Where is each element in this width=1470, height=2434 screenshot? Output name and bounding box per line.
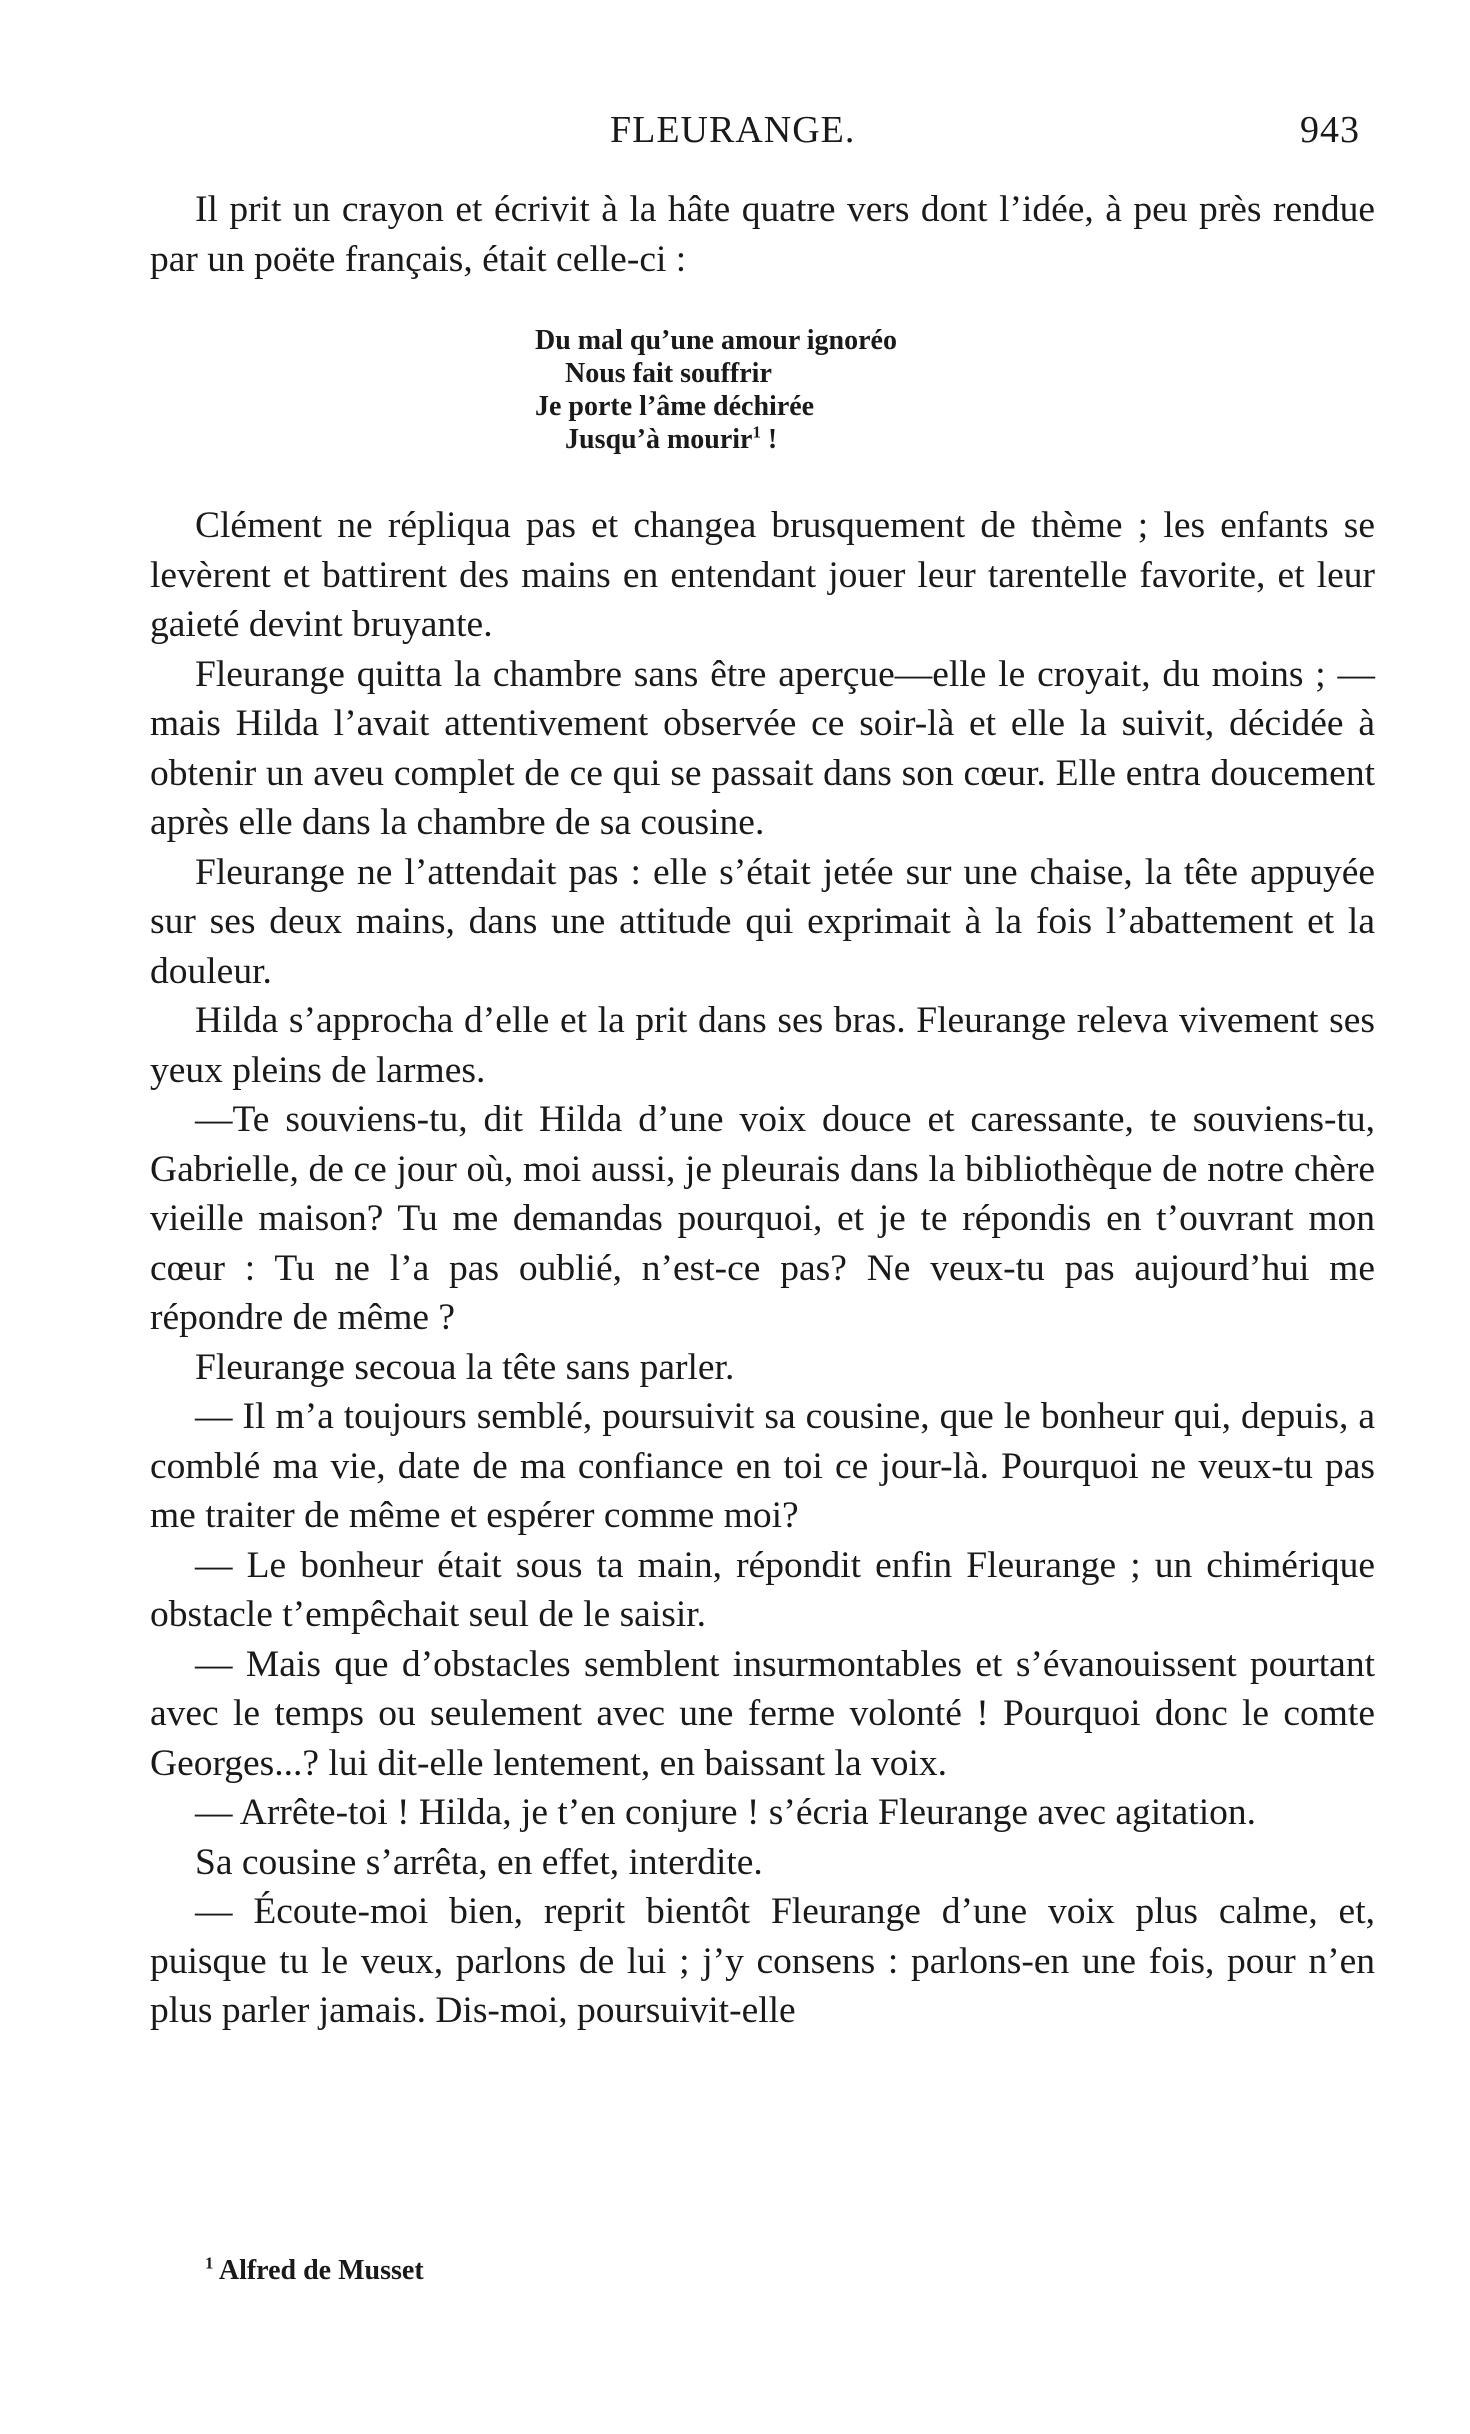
body-text <box>150 185 1375 2036</box>
poem-line: Nous fait souffrir <box>565 358 772 389</box>
poem-stanza <box>535 324 1375 456</box>
page-number: 943 <box>1300 109 1360 151</box>
footnote-marker: 1 <box>205 2253 214 2273</box>
paragraph: — Arrête-toi ! Hilda, je t’en conjure ! s’écria Fleurange avec agitation. <box>195 1792 1257 1833</box>
footnote <box>205 2255 424 2287</box>
paragraph: — Mais que d’obstacles semblent insurmontables et s’évanouissent pourtant avec le temps ou seulement avec une ferme volonté ! Pourquoi donc le comte Georges...? lui dit-elle lentement, en baissant la voix. <box>150 1643 1375 1784</box>
paragraph: Clément ne répliqua pas et changea brusquement de thème ; les enfants se levèrent et battirent des mains en entendant jouer leur tarentelle favorite, et leur gaieté devint bruyante. <box>150 505 1375 645</box>
paragraph: Hilda s’approcha d’elle et la prit dans ses bras. Fleurange releva vivement ses yeux pleins de larmes. <box>150 1000 1375 1091</box>
paragraph-intro: Il prit un crayon et écrivit à la hâte quatre vers dont l’idée, à peu près rendue par un poëte français, était celle-ci : <box>150 189 1375 280</box>
poem-line-text: Jusqu’à mourir <box>565 424 753 455</box>
paragraph: Sa cousine s’arrêta, en effet, interdite. <box>195 1841 763 1883</box>
paragraph: — Écoute-moi bien, reprit bientôt Fleurange d’une voix plus calme, et, puisque tu le veux, parlons de lui ; j’y consens : parlons-en une fois, pour n’en plus parler jamais. Dis-moi, poursuivit-elle <box>150 1891 1375 2031</box>
footnote-reference: 1 <box>752 422 761 442</box>
page-header <box>150 100 1370 160</box>
paragraph: —Te souviens-tu, dit Hilda d’une voix douce et caressante, te souviens-tu, Gabrielle, de ce jour où, moi aussi, je pleurais dans la bibliothèque de notre chère vieille maison? Tu me demandas pourquoi, et je te répondis en t’ouvrant mon cœur : Tu ne l’a pas oublié, n’est-ce pas? Ne veux-tu pas aujourd’hui me répondre de même ? <box>150 1099 1375 1338</box>
running-title: FLEURANGE. <box>610 109 856 151</box>
poem-line: Je porte l’âme déchirée <box>535 391 815 422</box>
poem-line: Du mal qu’une amour ignoréo <box>535 325 897 356</box>
paragraph: Fleurange quitta la chambre sans être aperçue—elle le croyait, du moins ; —mais Hilda l’avait attentivement observée ce soir-là et elle la suivit, décidée à obtenir un aveu complet de ce qui se passait dans son cœur. Elle entra doucement après elle dans la chambre de sa cousine. <box>150 653 1375 843</box>
paragraph: Fleurange ne l’attendait pas : elle s’était jetée sur une chaise, la tête appuyée sur ses deux mains, dans une attitude qui exprimait à la fois l’abattement et la douleur. <box>150 851 1375 992</box>
poem-line-last <box>535 423 1375 456</box>
paragraph: — Le bonheur était sous ta main, répondit enfin Fleurange ; un chimérique obstacle t’empêchait seul de le saisir. <box>150 1544 1375 1635</box>
paragraph: — Il m’a toujours semblé, poursuivit sa cousine, que le bonheur qui, depuis, a comblé ma vie, date de ma confiance en toi ce jour-là. Pourquoi ne veux-tu pas me traiter de même et espérer comme moi? <box>150 1396 1375 1536</box>
paragraph: Fleurange secoua la tête sans parler. <box>195 1346 735 1388</box>
poem-line-punct: ! <box>760 424 778 455</box>
footnote-text: Alfred de Musset <box>213 2255 424 2286</box>
